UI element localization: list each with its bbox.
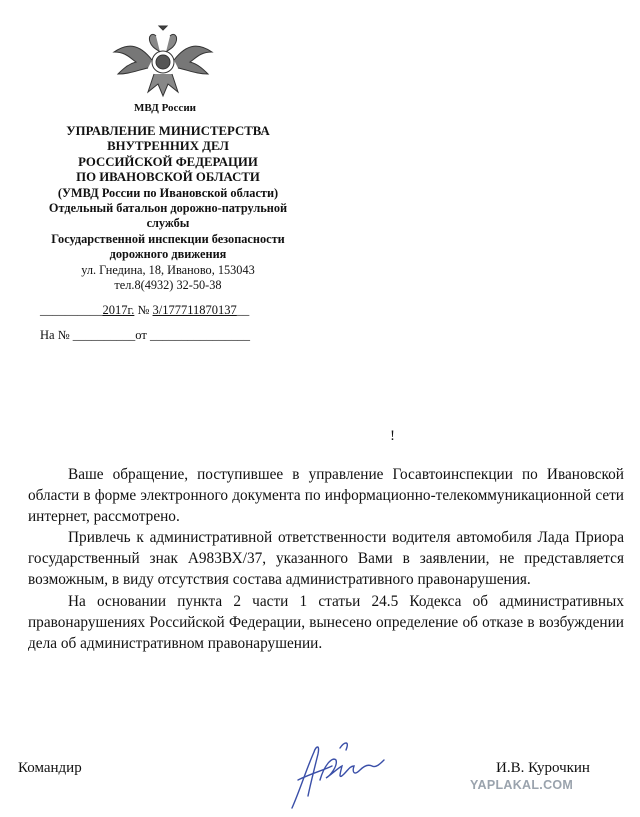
letterhead-line: Государственной инспекции безопасности [51,231,285,246]
letterhead-line: (УМВД России по Ивановской области) [57,185,279,200]
letter-body [28,464,624,654]
registration-date-blank: __________ [40,303,103,317]
reply-label: На № [40,328,70,342]
reply-from-label: от [135,328,147,342]
body-paragraph: Привлечь к административной ответственности водителя автомобиля Лада Приора государственный знак А983ВХ/37, указанного Вами в заявлении, не представляется возможным, в виду отсутствия состава административного правонарушения. [28,529,624,589]
reply-number-blank: __________ [72,328,136,342]
letterhead-line: УПРАВЛЕНИЕ МИНИСТЕРСТВА [66,124,270,138]
salutation: ! [390,428,395,444]
body-paragraph: Ваше обращение, поступившее в управление Госавтоинспекции по Ивановской области в форме электронного документа по информационно-телекоммуникационной сети интернет, рассмотрено. [28,466,624,526]
reply-reference-line [40,328,300,343]
reply-date-blank: ________________ [149,328,250,342]
watermark: YAPLAKAL.COM [470,778,574,792]
body-paragraph: На основании пункта 2 части 1 статьи 24.5 Кодекса об административных правонарушениях Российской Федерации, вынесено определение об отказе в возбуждении дела об административном правонарушении. [28,592,624,652]
registration-number-label: № [137,303,150,317]
letterhead-line: РОССИЙСКОЙ ФЕДЕРАЦИИ [78,154,258,169]
signer-title: Командир [18,760,82,776]
double-headed-eagle-emblem-icon [108,22,218,100]
registration-number: 3/177711870137 [152,303,237,317]
registration-line [40,303,300,318]
letterhead-line: дорожного движения [109,247,227,262]
handwritten-signature-icon [280,730,390,815]
signer-name: И.В. Курочкин [496,760,590,776]
letterhead-line: службы [146,216,190,231]
letterhead-block [28,124,308,293]
letterhead-address: ул. Гнедина, 18, Иваново, 153043 [81,262,255,277]
agency-short-name: МВД России [133,102,196,114]
letterhead-line: ВНУТРЕННИХ ДЕЛ [107,139,229,154]
letterhead-line: ПО ИВАНОВСКОЙ ОБЛАСТИ [76,170,260,185]
letterhead-line: Отдельный батальон дорожно-патрульной [48,201,288,216]
letterhead-phone: тел.8(4932) 32-50-38 [114,278,222,293]
registration-year: 2017г. [102,303,135,317]
registration-number-tail: __ [236,303,250,317]
